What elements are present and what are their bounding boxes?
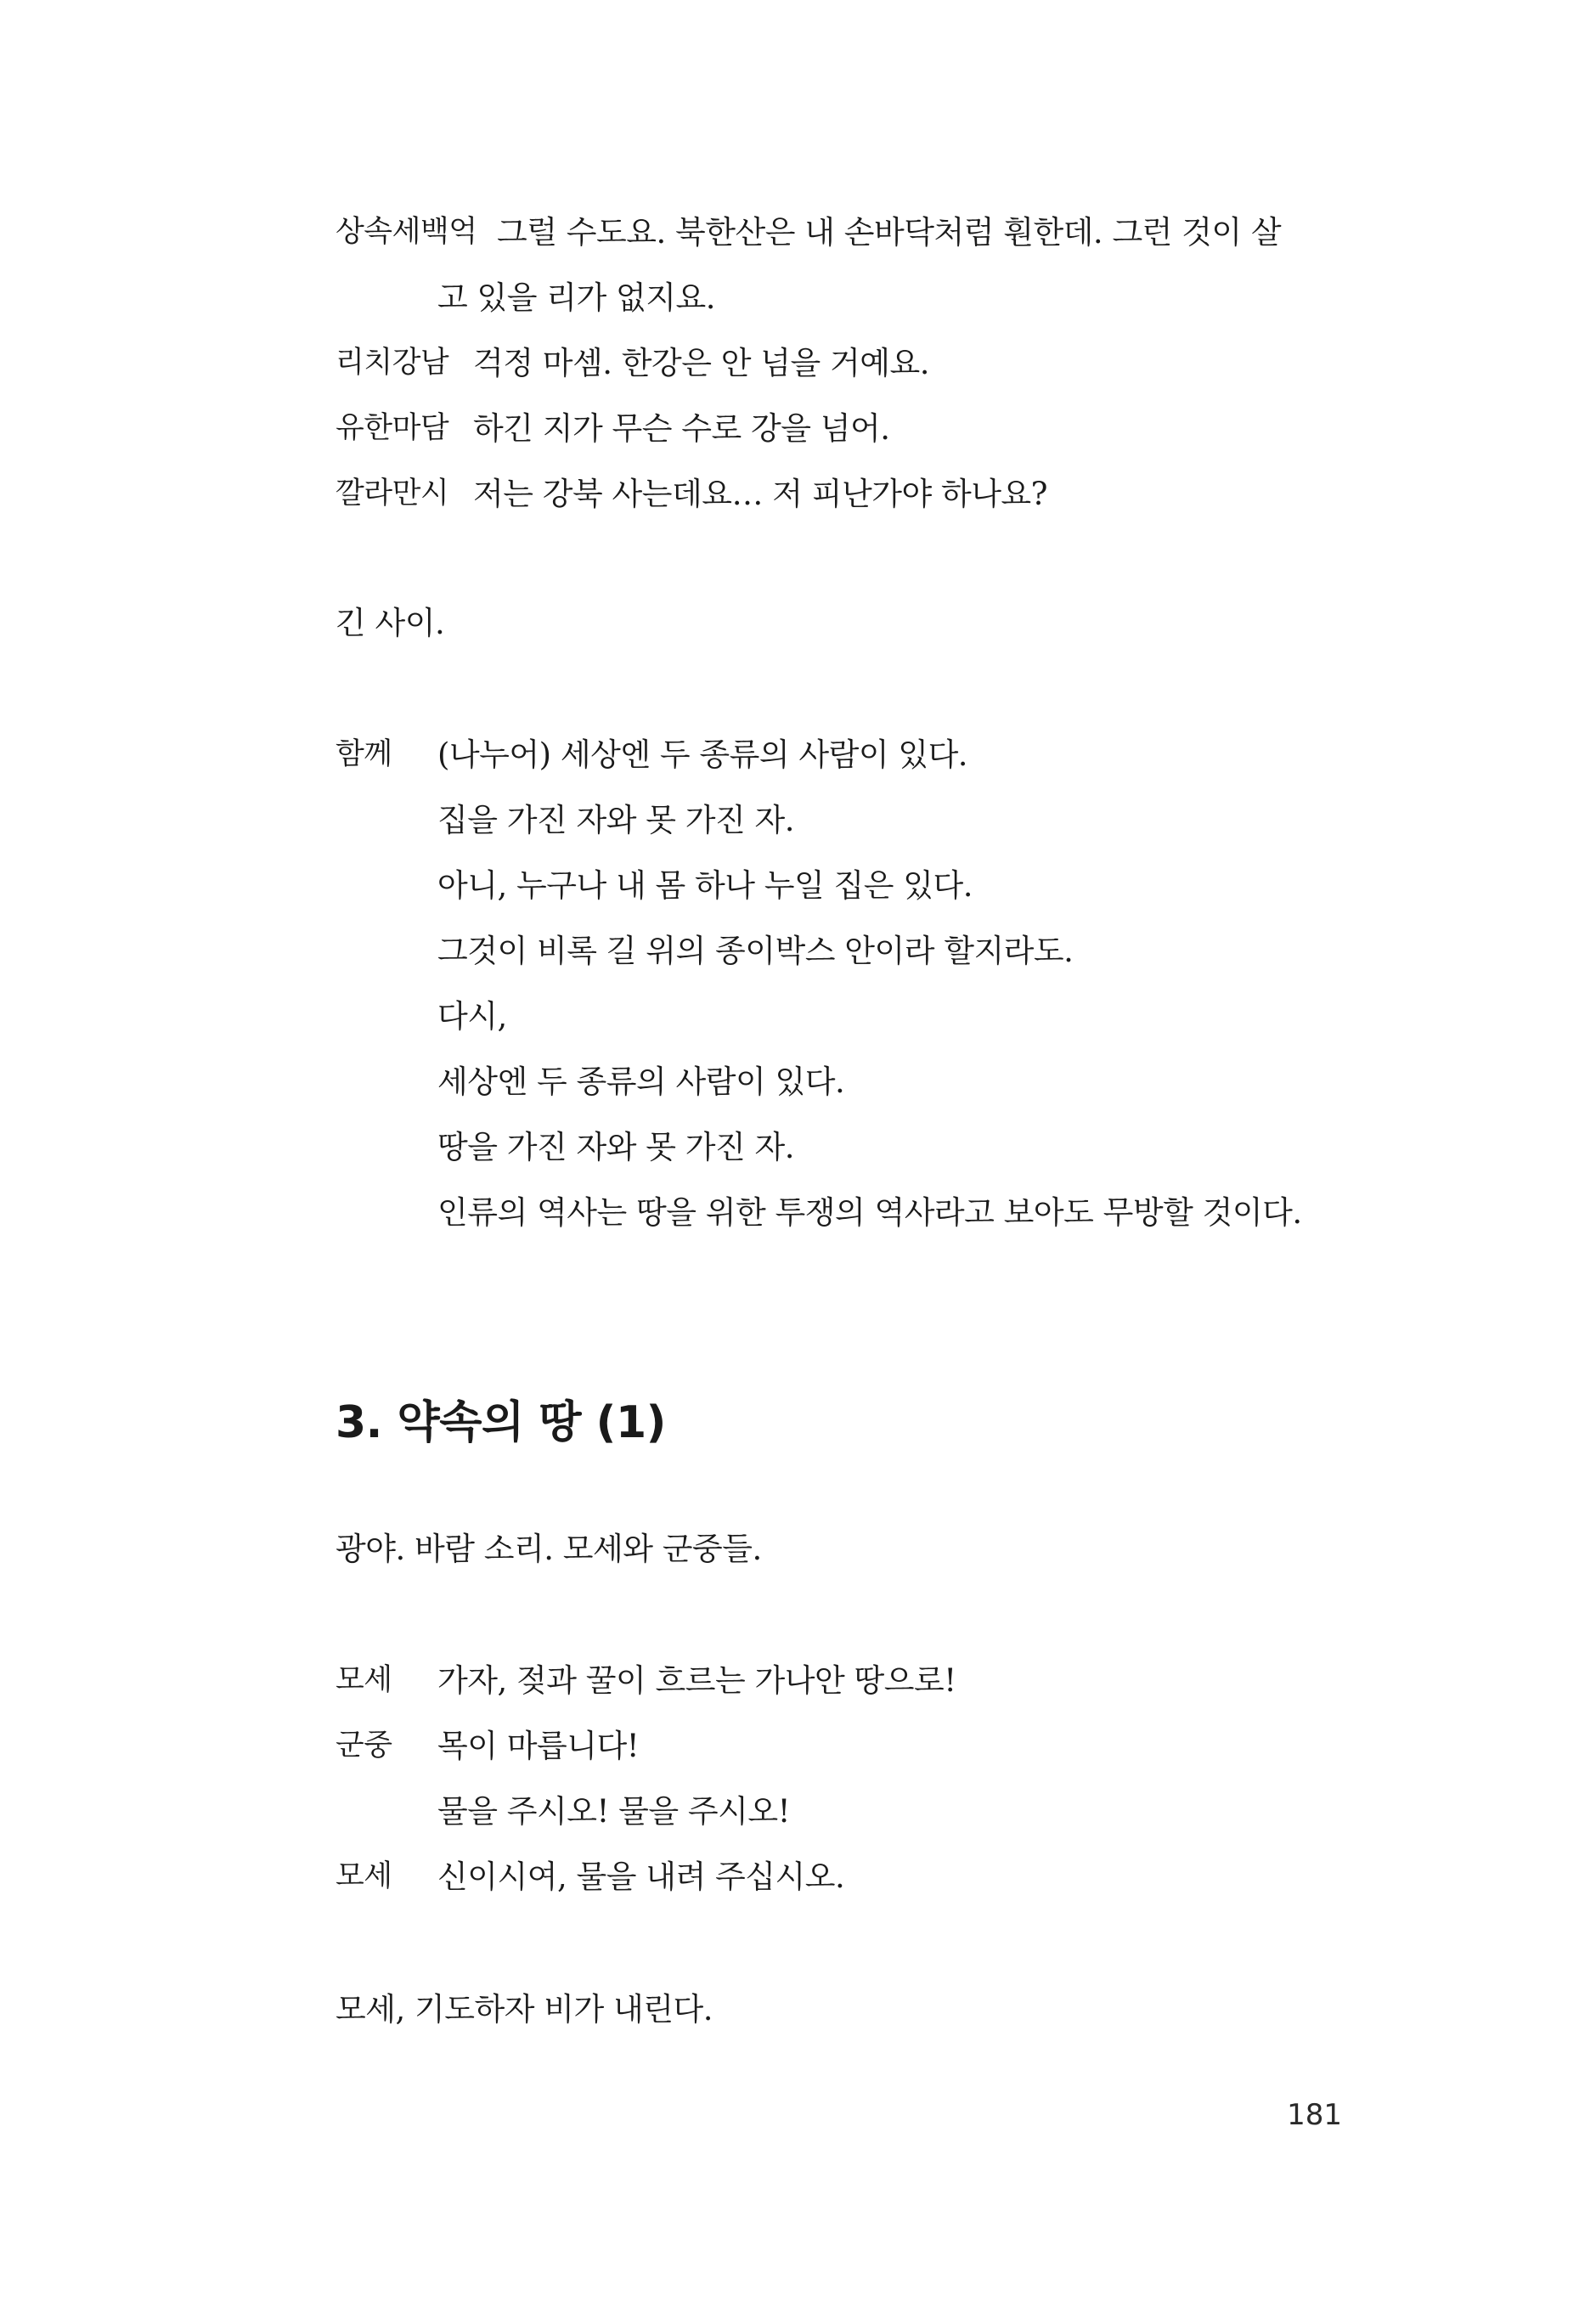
dialogue-text: 목이 마릅니다! xyxy=(437,1728,640,1764)
dialogue-block-2 xyxy=(336,1648,1351,1909)
stage-direction: 긴 사이. xyxy=(336,605,445,641)
dialogue-text: 가자, 젖과 꿀이 흐르는 가나안 땅으로! xyxy=(437,1662,956,1699)
speaker-name: 모세 xyxy=(336,1663,392,1697)
dialogue-text: 고 있을 리가 없지요. xyxy=(437,279,715,316)
dialogue-text: 물을 주시오! 물을 주시오! xyxy=(437,1793,790,1830)
speaker-name: 깔라만시 xyxy=(336,477,449,510)
dialogue-text: 인류의 역사는 땅을 위한 투쟁의 역사라고 보아도 무방할 것이다. xyxy=(437,1194,1302,1231)
dialogue-text: 걱정 마셈. 한강은 안 넘을 거예요. xyxy=(473,345,929,381)
dialogue-line xyxy=(336,722,1351,787)
dialogue-line xyxy=(336,853,1351,918)
dialogue-line xyxy=(336,984,1351,1049)
dialogue-line xyxy=(336,1648,1351,1713)
stage-direction: 모세, 기도하자 비가 내린다. xyxy=(336,1991,713,2028)
dialogue-line xyxy=(336,1114,1351,1180)
speaker-name: 함께 xyxy=(336,737,392,771)
dialogue-text: 저는 강북 사는데요… 저 피난가야 하나요? xyxy=(473,476,1048,512)
dialogue-line xyxy=(336,1844,1351,1909)
speaker-name: 리치강남 xyxy=(336,346,449,380)
dialogue-text: (나누어) 세상엔 두 종류의 사람이 있다. xyxy=(437,736,968,773)
dialogue-line xyxy=(336,1779,1351,1844)
dialogue-line xyxy=(336,787,1351,853)
dialogue-line xyxy=(336,396,1351,461)
dialogue-text: 집을 가진 자와 못 가진 자. xyxy=(437,802,794,838)
dialogue-line xyxy=(336,461,1351,527)
dialogue-line xyxy=(336,918,1351,984)
section-heading: 3. 약속의 땅 (1) xyxy=(336,1397,666,1448)
dialogue-text: 땅을 가진 자와 못 가진 자. xyxy=(437,1129,794,1165)
dialogue-text: 그럴 수도요. 북한산은 내 손바닥처럼 훤한데. 그런 것이 살 xyxy=(497,214,1282,251)
dialogue-text: 다시, xyxy=(437,998,507,1035)
speaker-name: 상속세백억 xyxy=(336,215,477,249)
speaker-name: 모세 xyxy=(336,1859,392,1893)
dialogue-text: 아니, 누구나 내 몸 하나 누일 집은 있다. xyxy=(437,867,973,904)
stage-direction: 광야. 바람 소리. 모세와 군중들. xyxy=(336,1531,762,1567)
dialogue-text: 하긴 지가 무슨 수로 강을 넘어. xyxy=(473,410,890,447)
dialogue-line xyxy=(336,1713,1351,1779)
speaker-name: 유한마담 xyxy=(336,411,449,445)
together-block xyxy=(336,722,1351,1245)
dialogue-line xyxy=(336,1049,1351,1114)
dialogue-block-1 xyxy=(336,200,1351,527)
dialogue-text: 세상엔 두 종류의 사람이 있다. xyxy=(437,1063,845,1100)
dialogue-line xyxy=(336,265,1351,330)
page-number: 181 xyxy=(1287,2098,1342,2132)
dialogue-line xyxy=(336,200,1351,265)
dialogue-text: 그것이 비록 길 위의 종이박스 안이라 할지라도. xyxy=(437,933,1074,969)
dialogue-text: 신이시여, 물을 내려 주십시오. xyxy=(437,1859,845,1895)
speaker-name: 군중 xyxy=(336,1729,392,1763)
dialogue-line xyxy=(336,330,1351,396)
dialogue-line xyxy=(336,1180,1351,1245)
